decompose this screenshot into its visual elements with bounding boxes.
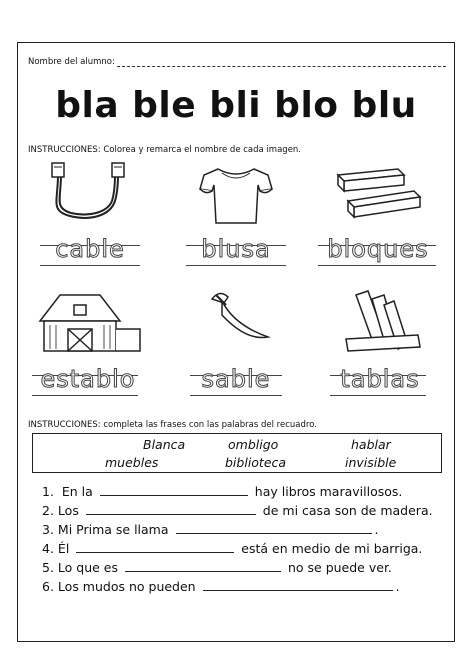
- student-name-label: Nombre del alumno:: [28, 57, 115, 67]
- sentence-1: 1. En la hay libros maravillosos.: [42, 484, 403, 499]
- sentence-6: 6. Los mudos no pueden .: [42, 579, 400, 594]
- sentence-blank[interactable]: [203, 580, 393, 591]
- saber-icon: [176, 285, 296, 357]
- sentence-blank[interactable]: [76, 542, 234, 553]
- sentence-blank[interactable]: [100, 485, 248, 496]
- planks-icon: [328, 285, 438, 357]
- blouse-icon: [176, 161, 296, 226]
- barn-icon: [30, 285, 154, 357]
- word-bank-item: biblioteca: [225, 455, 287, 470]
- sentence-4: 4. Él está en medio de mi barriga.: [42, 541, 423, 556]
- word-bank-item: Blanca: [143, 437, 186, 452]
- word-bank-item: ombligo: [228, 437, 279, 452]
- instruction-complete: INSTRUCCIONES: completa las frases con las palabras del recuadro.: [28, 420, 317, 430]
- sentence-blank[interactable]: [86, 504, 256, 515]
- trace-word-sable: sable: [201, 365, 271, 393]
- trace-word-tablas: tablas: [340, 365, 420, 393]
- blocks-icon: [318, 161, 438, 226]
- student-name-row: [28, 57, 446, 67]
- worksheet: [17, 42, 455, 642]
- student-name-line[interactable]: [117, 58, 446, 67]
- sentence-blank[interactable]: [176, 523, 372, 534]
- sentence-3: 3. Mi Prima se llama .: [42, 522, 379, 537]
- trace-word-blusa: blusa: [201, 235, 271, 263]
- sentence-5: 5. Lo que es no se puede ver.: [42, 560, 392, 575]
- trace-word-bloques: bloques: [327, 235, 429, 263]
- syllables-title: bla ble bli blo blu: [55, 85, 417, 126]
- sentence-2: 2. Los de mi casa son de madera.: [42, 503, 433, 518]
- trace-word-cable: cable: [55, 235, 125, 263]
- word-bank: [32, 433, 442, 473]
- trace-word-establo: establo: [40, 365, 136, 393]
- cable-icon: [30, 161, 150, 226]
- sentence-blank[interactable]: [125, 561, 281, 572]
- word-bank-item: muebles: [105, 455, 159, 470]
- word-bank-item: hablar: [351, 437, 391, 452]
- instruction-color: INSTRUCCIONES: Colorea y remarca el nombre de cada imagen.: [28, 145, 302, 155]
- word-bank-item: invisible: [345, 455, 397, 470]
